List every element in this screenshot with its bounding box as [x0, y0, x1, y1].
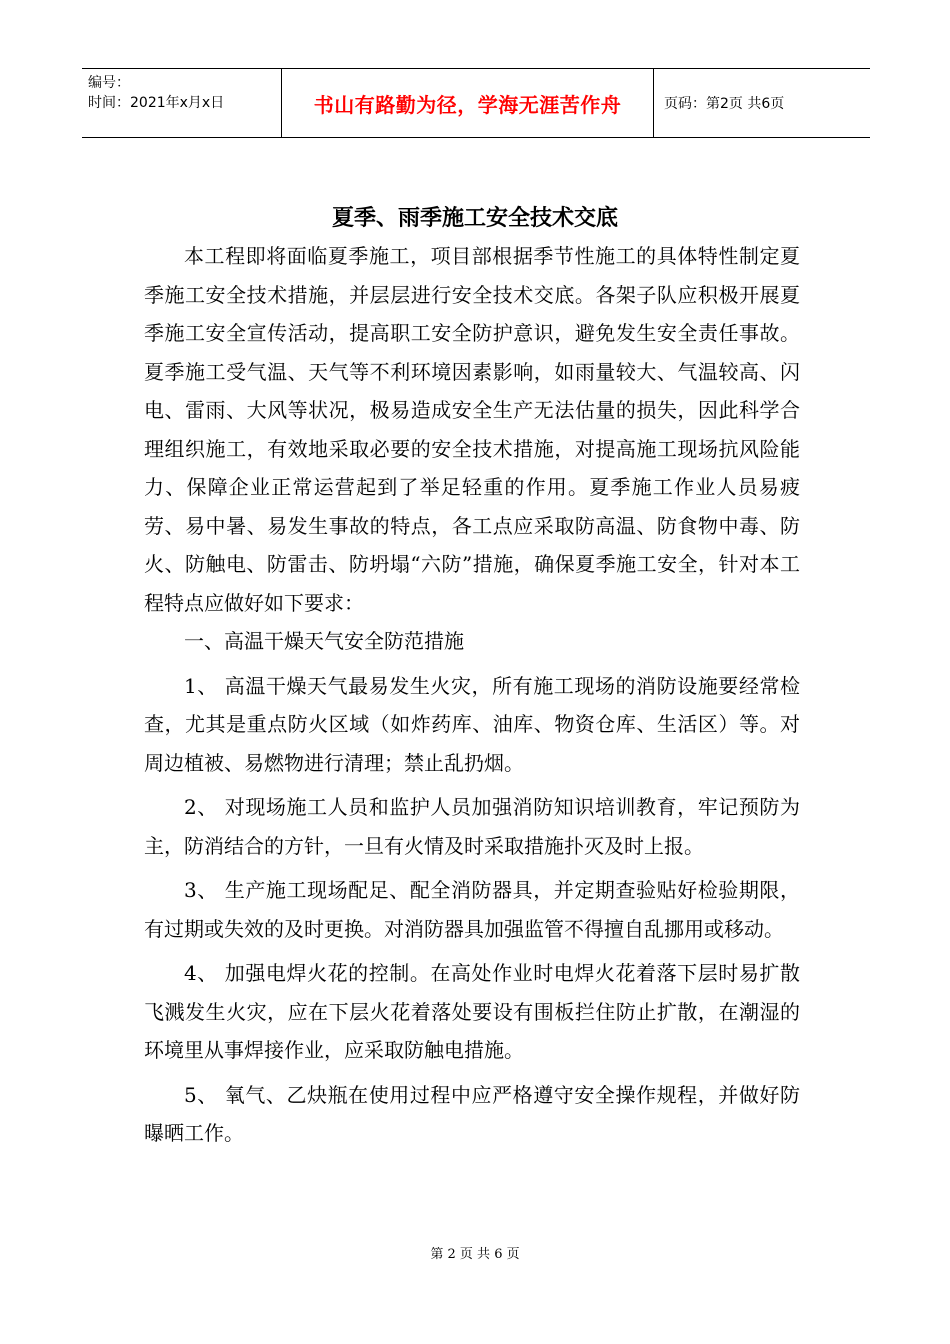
date-line: 时间：2021年x月x日: [88, 95, 225, 111]
document-body: [144, 237, 800, 1153]
list-item: 5、 氧气、乙炔瓶在使用过程中应严格遵守安全操作规程，并做好防曝晒工作。: [144, 1082, 800, 1145]
intro-paragraph: 本工程即将面临夏季施工，项目部根据季节性施工的具体特性制定夏季施工安全技术措施，并层层进行安全技术交底。各架子队应积极开展夏季施工安全宣传活动，提高职工安全防护意识，避免发生安全责任事故。夏季施工受气温、天气等不利环境因素影响，如雨量较大、气温较高、闪电、雷雨、大风等状况，极易造成安全生产无法估量的损失，因此科学合理组织施工，有效地采取必要的安全技术措施，对提高施工现场抗风险能力、保障企业正常运营起到了举足轻重的作用。夏季施工作业人员易疲劳、易中暑、易发生事故的特点，各工点应采取防高温、防食物中毒、防火、防触电、防雷击、防坍塌“六防”措施，确保夏季施工安全，针对本工程特点应做好如下要求：: [144, 244, 800, 615]
list-item: 1、 高温干燥天气最易发生火灾，所有施工现场的消防设施要经常检查，尤其是重点防火区域（如炸药库、油库、物资仓库、生活区）等。对周边植被、易燃物进行清理；禁止乱扔烟。: [144, 673, 800, 775]
document-title: 夏季、雨季施工安全技术交底: [331, 205, 618, 231]
list-item: 2、 对现场施工人员和监护人员加强消防知识培训教育，牢记预防为主，防消结合的方针，一旦有火情及时采取措施扑灭及时上报。: [144, 795, 800, 858]
section-heading: 一、高温干燥天气安全防范措施: [184, 629, 464, 653]
header-page-info: 页码：第2页 共6页: [664, 96, 785, 112]
header-motto: 书山有路勤为径，学海无涯苦作舟: [282, 69, 654, 137]
page-footer: 第 2 页 共 6 页: [430, 1247, 520, 1262]
list-item: 4、 加强电焊火花的控制。在高处作业时电焊火花着落下层时易扩散飞溅发生火灾，应在下层火花着落处要设有围板拦住防止扩散，在潮湿的环境里从事焊接作业，应采取防触电措施。: [144, 961, 800, 1062]
code-label: 编号：: [88, 75, 130, 91]
page-header: [82, 68, 870, 138]
header-meta: [82, 69, 282, 137]
list-item: 3、 生产施工现场配足、配全消防器具，并定期查验贴好检验期限，有过期或失效的及时更换。对消防器具加强监管不得擅自乱挪用或移动。: [144, 878, 800, 941]
